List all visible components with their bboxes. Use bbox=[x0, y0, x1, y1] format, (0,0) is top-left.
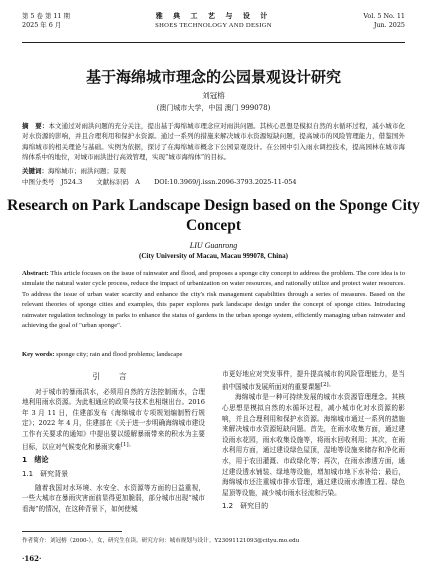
abstract-en bbox=[22, 269, 405, 331]
body-column-right bbox=[222, 369, 405, 515]
abstract-cn bbox=[22, 121, 405, 163]
volume-issue-en: Vol. 5 No. 11 bbox=[363, 12, 405, 20]
classification-line bbox=[22, 177, 405, 186]
abstract-cn-label: 摘 要： bbox=[22, 122, 49, 130]
title-cn: 基于海绵城市理念的公园景观设计研究 bbox=[85, 68, 341, 86]
keywords-cn-label: 关键词： bbox=[22, 167, 48, 175]
intro-paragraph bbox=[22, 387, 205, 453]
keywords-cn bbox=[22, 166, 405, 175]
keywords-en-label: Key words: bbox=[22, 351, 55, 358]
date-cn: 2025 年 6 月 bbox=[22, 21, 62, 29]
intro-text: 对于城市的暴雨洪水，必须用自然的方法控制雨水，合理地利用雨水资源。为此相通应的政策与技术也相继出台。2016 年 3 月 11 日，住建部发布《海绵城市专项规划编制暂行规定》；2022 年 4 月，住建部在《关于进一步明确海绵城市建设工作有关要求的通知》中提出要以缓解暴雨带来的积水为主要目标，以应对气候变化和暴雨灾难 bbox=[22, 387, 205, 451]
author-en: LIU Guanrong bbox=[189, 241, 238, 250]
intro-citation: [1]。 bbox=[120, 441, 135, 448]
volume-issue-cn: 第 5 卷 第 11 期 bbox=[22, 12, 70, 20]
affiliation-en: (City University of Macau, Macau 999078, China) bbox=[139, 252, 288, 260]
abstract-en-label: Abstract: bbox=[22, 270, 49, 277]
section-1-1-heading: 1.1 研究背景 bbox=[22, 469, 69, 478]
section-1-2-heading: 1.2 研究目的 bbox=[222, 502, 269, 511]
footnote-rule bbox=[22, 531, 122, 532]
section-1-heading: 1 绪论 bbox=[22, 455, 49, 465]
sponge-city-paragraph: 海绵城市是一种可持续发展的城市水资源管理理念。其核心思想是模拟自然的水循环过程，减小城市化对水资源的影响，并且合理利用和保护水资源。海绵城市通过一系列的措施来解决城市水资源短缺问题。首先，在雨水收集方面，通过建设雨水花园，雨水收集设施等，将雨水回收利用；其次，在雨水利用方面，通过建设绿色屋顶，湿地等设施来储存和净化雨水，用于农田灌溉、市政绿化等；再次，在雨水渗透方面，通过建设透水铺装、绿地等设施，增加城市地下水补给；最后，海绵城市还注重城市排水管理，通过建设雨水渗透工程、绿色屋顶等设施，减少城市雨水径流和污染。 bbox=[222, 393, 405, 497]
continued-citation: [2]。 bbox=[320, 381, 335, 388]
body-column-left bbox=[22, 369, 205, 514]
keywords-cn-text: 海绵城市；雨洪问题；景观 bbox=[48, 167, 126, 175]
abstract-en-text: This article focuses on the issue of rainwater and flood, and proposes a sponge city concept to address the problem. The core idea is to simulate the natural water cycle process, reduce the impact of urbanization on water resources, and rationally utilize and protect water resources. To address the issue of urban water scarcity and enhance the city's risk management capabilities through a series of measures. Based on the relevant theories of sponge cities and examples, this paper explores park landscape design under the concept of sponge cities. Introducing rainwater regulation technology in parks to enhance the status of gardens in the urban sponge system, efficiently managing urban rainwater and achieving the goal of "urban sponge". bbox=[22, 270, 405, 330]
journal-name-cn: 雅 典 工 艺 与 设 计 bbox=[155, 12, 272, 20]
journal-name-en: SHOES TECHNOLOGY AND DESIGN bbox=[155, 22, 272, 29]
document-code: 文献标识码 A bbox=[96, 178, 140, 186]
running-header bbox=[22, 12, 405, 43]
page-number: ·162· bbox=[22, 554, 42, 563]
abstract-cn-text: 本文通过对雨洪问题的充分关注，提出基于海绵城市理念应对雨洪问题。其核心思想是模拟自然的水循环过程，减小城市化对水资源的影响，并且合理利用和保护水资源。通过一系列的措施来解决城市水资源短缺问题，提高城市的风险管理能力，借鉴国外海绵城市的相关理论与基础。实例为依据，探讨了在海绵城市概念下公园景观设计。在公园中引入雨水调控技术，提高园林在城市海绵体系中的地位，对城市雨洪进行高效管理，实现“城市海绵体”的目标。 bbox=[22, 122, 406, 162]
keywords-en bbox=[22, 351, 405, 358]
continued-paragraph bbox=[222, 369, 405, 392]
continued-text: 市更好地应对突发事件，提升提高城市的风险管理能力，是当前中国城市发展所面对的重要课题 bbox=[222, 370, 405, 391]
header-right bbox=[363, 12, 405, 30]
section-1-1-paragraph: 随着我国对水环境、水安全、水资源等方面的日益重视，一些大城市在暴雨灾害面前显得更加脆弱，部分城市出现“城市看海”的情况，在这种背景下，如何使城 bbox=[22, 483, 205, 513]
author-footnote: 作者简介：刘冠榕（2000-），女，研究生在读。研究方向：城市规划与设计。Y23091121093@cityu.mo.edu bbox=[22, 538, 300, 544]
doi: DOI:10.3969/j.issn.2096-3793.2025-11-054 bbox=[154, 178, 297, 186]
author-cn: 刘冠榕 bbox=[202, 91, 225, 100]
affiliation-cn: (澳门城市大学，中国 澳门 999078) bbox=[156, 104, 271, 112]
title-en: Research on Park Landscape Design based on the Sponge City Concept bbox=[7, 197, 420, 234]
date-en: Jun. 2025 bbox=[373, 21, 405, 29]
clc-number: 中图分类号 J524.3 bbox=[22, 178, 83, 186]
keywords-en-text: sponge city; rain and flood problems; landscape bbox=[56, 351, 183, 358]
header-center bbox=[22, 12, 405, 30]
intro-heading: 引 言 bbox=[92, 372, 135, 381]
